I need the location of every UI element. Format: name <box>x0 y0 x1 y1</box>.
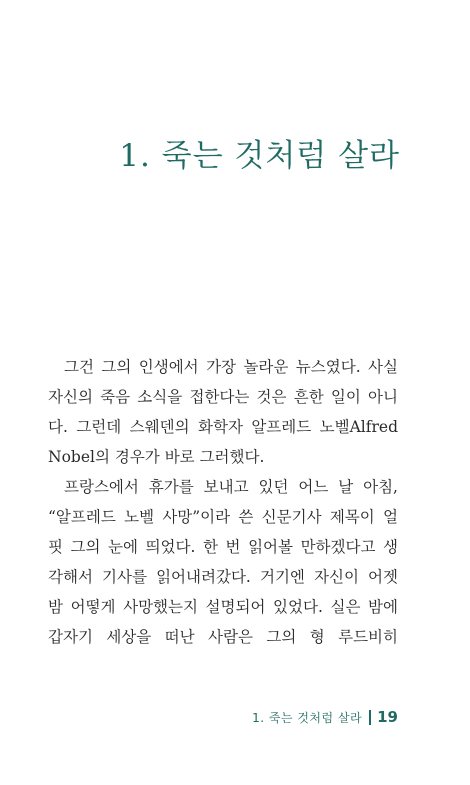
chapter-title: 1. 죽는 것처럼 살라 <box>119 138 400 174</box>
text-line: 그건 그의 인생에서 가장 놀라운 뉴스였다. 사실 <box>64 358 398 376</box>
body-text <box>48 352 398 652</box>
running-title: 1. 죽는 것처럼 살라 <box>252 710 363 725</box>
text-line: 프랑스에서 휴가를 보내고 있던 어느 날 아침, <box>64 478 398 496</box>
paragraph-1 <box>48 352 398 472</box>
footer-divider <box>369 710 371 725</box>
text-line: 밤 어떻게 사망했는지 설명되어 있었다. 실은 밤에 <box>48 598 398 616</box>
text-line: “알프레드 노벨 사망”이라 쓴 신문기사 제목이 얼 <box>48 508 398 526</box>
page-footer <box>252 708 398 726</box>
text-line: 갑자기 세상을 떠난 사람은 그의 형 루드비히 <box>48 628 398 646</box>
paragraph-2 <box>48 472 398 652</box>
text-line: 자신의 죽음 소식을 접한다는 것은 흔한 일이 아니 <box>48 388 398 406</box>
text-line: 다. 그런데 스웨덴의 화학자 알프레드 노벨Alfred <box>48 418 398 436</box>
text-line: 각해서 기사를 읽어내려갔다. 거기엔 자신이 어젯 <box>48 568 398 586</box>
text-line: Nobel의 경우가 바로 그러했다. <box>48 448 265 466</box>
page-number: 19 <box>377 708 398 726</box>
text-line: 핏 그의 눈에 띄었다. 한 번 읽어볼 만하겠다고 생 <box>48 538 398 556</box>
